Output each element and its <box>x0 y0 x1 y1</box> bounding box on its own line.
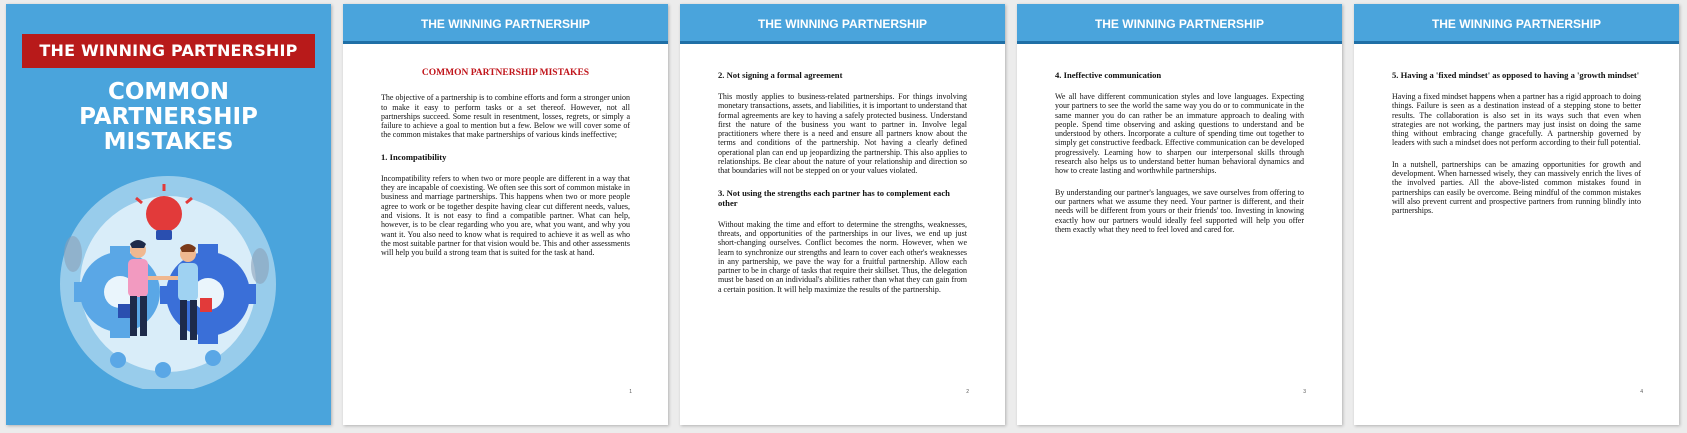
document-page <box>343 4 668 425</box>
paragraph: By understanding our partner's languages, we save ourselves from offering to our partners what we assume they need. Your partner is different, and their needs will be different from yours or their friends' too. Investing in knowing exactly how our partners would ideally feel supported will help you offer them exactly what they need to feel loved and cared for. <box>1055 187 1304 234</box>
cover-title-line: PARTNERSHIP <box>79 104 258 130</box>
section-heading: 2. Not signing a formal agreement <box>718 70 843 80</box>
cover-title <box>6 80 331 155</box>
paragraph: We all have different communication styles and love languages. Expecting your partners to see the world the same way you do or to communicate in the same manner you do can rather be an immature approach to dealing with people. Spend time observing and asking questions to understand and be understood by others. Incorporate a culture of spending time out together to simply get constructive feedback. Effective communication can be developed progressively. Learning how to sharpen our interpersonal skills through research also helps us to understand better human behavioral dynamics and how to create lasting and worthwhile partnerships. <box>1055 92 1304 176</box>
page-header: THE WINNING PARTNERSHIP <box>680 4 1005 44</box>
document-page <box>680 4 1005 425</box>
page-header: THE WINNING PARTNERSHIP <box>343 4 668 44</box>
page-number: 1 <box>629 389 632 395</box>
cover-title-line: COMMON <box>107 79 229 105</box>
page-number: 2 <box>966 389 969 395</box>
section-heading: 4. Ineffective communication <box>1055 70 1162 80</box>
cover-banner: THE WINNING PARTNERSHIP <box>22 34 315 68</box>
paragraph: Having a fixed mindset happens when a partner has a rigid approach to doing things. Failure is seen as a destination instead of a stepping stone to better results. The collaboration is also set in its ways such that even when strategies are not working, the partners may just insist on doing the same thing without embracing change gracefully. A partnership governed by leaders with such a mindset does not perform according to their full potential. <box>1392 92 1641 148</box>
paragraph: In a nutshell, partnerships can be amazing opportunities for growth and development. When harnessed wisely, they can massively enrich the lives of the involved parties. All the above-listed common mistakes found in partnerships can easily be overcome. Being mindful of the common mistakes will also prevent current and prospective partners from running blindly into partnerships. <box>1392 159 1641 216</box>
paragraph: This mostly applies to business-related partnerships. For things involving monetary transactions, assets, and liabilities, it is important to understand that formal agreements are key to having a safely protected business. Understand first the nature of the business you want to partner in. Involve legal practitioners where there is a need and ensure all partners know about the terms and conditions of the partnership. Not having a clearly defined operational plan can end up jeopardizing the partnership. This also applies to relationships. Be clear about the nature of your relationship and direction so that boundaries will not be stepped on or your values violated. <box>718 92 967 176</box>
cover-title-line: MISTAKES <box>103 129 234 155</box>
paragraph: The objective of a partnership is to combine efforts and form a stronger union to make it easy to perform tasks or a set thereof. However, not all partnerships succeed. Some result in resentment, losses, regrets, or simply a failure to achieve a goal to mention but a few. Below we will cover some of the common mistakes that make partnerships of various kinds ineffective; <box>381 93 630 140</box>
section-heading: 1. Incompatibility <box>381 151 447 162</box>
page-number: 4 <box>1640 389 1643 395</box>
document-page <box>1017 4 1342 425</box>
document-title: COMMON PARTNERSHIP MISTAKES <box>421 68 590 78</box>
section-heading: 3. Not using the strengths each partner has to complement each other <box>718 187 950 208</box>
page-header: THE WINNING PARTNERSHIP <box>1354 4 1679 44</box>
paragraph: Without making the time and effort to determine the strengths, weaknesses, threats, and opportunities of the partnerships in our lives, we end up just short-changing ourselves. Conflict becomes the norm. However, when we learn to synchronize our strengths and learn to cover each other's weaknesses in any partnership, we pave the way for a fruitful partnership. Allow each partner to be in charge of tasks that require their skillset. Thus, the delegation must be based on an individual's abilities rather than what they can gain from a certain position. It will help maximize the results of the partnership. <box>718 219 967 294</box>
page-header: THE WINNING PARTNERSHIP <box>1017 4 1342 44</box>
paragraph: Incompatibility refers to when two or more people are different in a way that they are incapable of coexisting. We often see this sort of common mistake in business and marriage partnerships. This happens when two or more people agree to work or be together despite having clear cut different needs, values, and visions. It is not easy to find a compatible partner. What can help, however, is to be clear regarding who you are, what you want, and why you want it. You also need to know what is required to achieve it as well as who the most suitable partner for that vision would be. This and other assessments will help you build a strong team that is suited for the task at hand. <box>381 173 630 258</box>
partnership-illustration <box>48 174 288 389</box>
document-page <box>1354 4 1679 425</box>
page-number: 3 <box>1303 389 1306 395</box>
section-heading: 5. Having a 'fixed mindset' as opposed to having a 'growth mindset' <box>1392 70 1640 80</box>
cover-page <box>6 4 331 425</box>
